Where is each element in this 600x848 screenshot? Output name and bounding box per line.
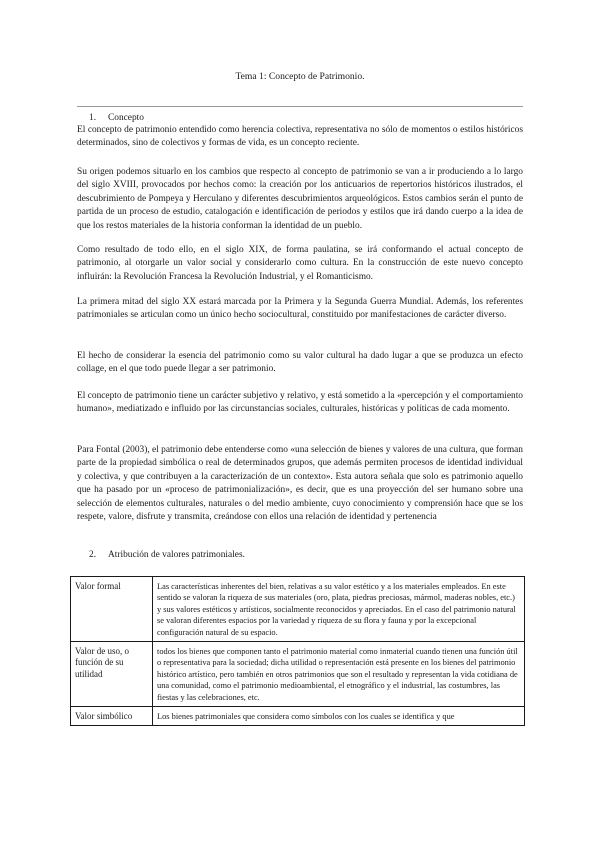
section-number: 2. (89, 550, 97, 560)
table-value-cell: Los bienes patrimoniales que considera como símbolos con los cuales se identifica y que (153, 707, 525, 726)
table-value-cell: todos los bienes que componen tanto el patrimonio material como inmaterial cuando tienen una función útil o representativa para la sociedad; dicha utilidad o representación está presente en los bienes del patrimonio histórico artístico, pero también en otros patrimonios que son el resultado y representan la vida cotidiana de una comunidad, como el patrimonio medioambiental, el etnográfico y el industrial, las costumbres, las fiestas y las celebraciones, etc. (153, 642, 525, 707)
section-heading-valores (89, 550, 245, 560)
table-row (71, 642, 525, 707)
table-key-cell: Valor simbólico (71, 707, 153, 726)
section-number: 1. (89, 113, 97, 123)
table-value-cell: Las características inherentes del bien, relativas a su valor estético y a los materiales empleados. En este sentido se valoran la riqueza de sus materiales (oro, plata, piedras preciosas, mármol, maderas nobles, etc.) y sus valores estéticos y artísticos, socialmente reconocidos y apreciados. En el caso del patrimonio natural se valoran diferentes espacios por la variedad y riqueza de su flora y fauna y por la excepcional configuración natural de su espacio. (153, 577, 525, 642)
table-key-cell: Valor de uso, o función de su utilidad (71, 642, 153, 707)
horizontal-divider (77, 106, 523, 107)
section-heading-concepto (89, 113, 144, 123)
section-label: Atribución de valores patrimoniales. (108, 550, 245, 560)
paragraph: El concepto de patrimonio entendido como herencia colectiva, representativa no sólo de momentos o estilos históricos determinados, sino de colectivos y formas de vida, es un concepto reciente. (77, 125, 523, 149)
paragraph: Su origen podemos situarlo en los cambios que respecto al concepto de patrimonio se van a ir produciendo a lo largo del siglo XVIII, provocados por hechos como: la creación por los anticuarios de repertorios históricos ilustrados, el descubrimiento de Pompeya y Herculano y diferentes descubrimientos arqueológicos. Estos cambios serán el punto de partida de un proceso de estudio, catalogación e identificación de periodos y estilos que irá dando cuerpo a la idea de que los restos materiales de la historia conforman la identidad de un pueblo. (77, 167, 523, 231)
table-row (71, 707, 525, 726)
paragraph: El hecho de considerar la esencia del patrimonio como su valor cultural ha dado lugar a que se produzca un efecto collage, en el que todo puede llegar a ser patrimonio. (77, 351, 523, 375)
paragraph: Para Fontal (2003), el patrimonio debe entenderse como «una selección de bienes y valores de una cultura, que forman parte de la propiedad simbólica o real de determinados grupos, que además permiten procesos de identidad individual y colectiva, y que contribuyen a la caracterización de un contexto». Esta autora señala que solo es patrimonio aquello que ha pasado por un «proceso de patrimonialización», es decir, que es una proyección del ser humano sobre una selección de elementos culturales, naturales o del medio ambiente, cuyo conocimiento y comprensión hace que se los respete, valore, disfrute y transmita, creándose con ellos una relación de identidad y pertenencia (77, 445, 523, 523)
paragraph: El concepto de patrimonio tiene un carácter subjetivo y relativo, y está sometido a la «percepción y el comportamiento humano», mediatizado e influido por las circunstancias sociales, culturales, históricas y políticas de cada momento. (77, 391, 523, 415)
table-row (71, 577, 525, 642)
paragraph: Como resultado de todo ello, en el siglo XIX, de forma paulatina, se irá conformando el actual concepto de patrimonio, al otorgarle un valor social y considerarlo como cultura. En la construcción de este nuevo concepto influirán: la Revolución Francesa la Revolución Industrial, y el Romanticismo. (77, 245, 523, 282)
document-title: Tema 1: Concepto de Patrimonio. (235, 71, 365, 82)
values-table (70, 576, 525, 726)
section-label: Concepto (108, 113, 144, 123)
paragraph: La primera mitad del siglo XX estará marcada por la Primera y la Segunda Guerra Mundial. Además, los referentes patrimoniales se articulan como un único hecho sociocultural, constituido por manifestaciones de carácter diverso. (77, 297, 523, 321)
table-key-cell: Valor formal (71, 577, 153, 642)
